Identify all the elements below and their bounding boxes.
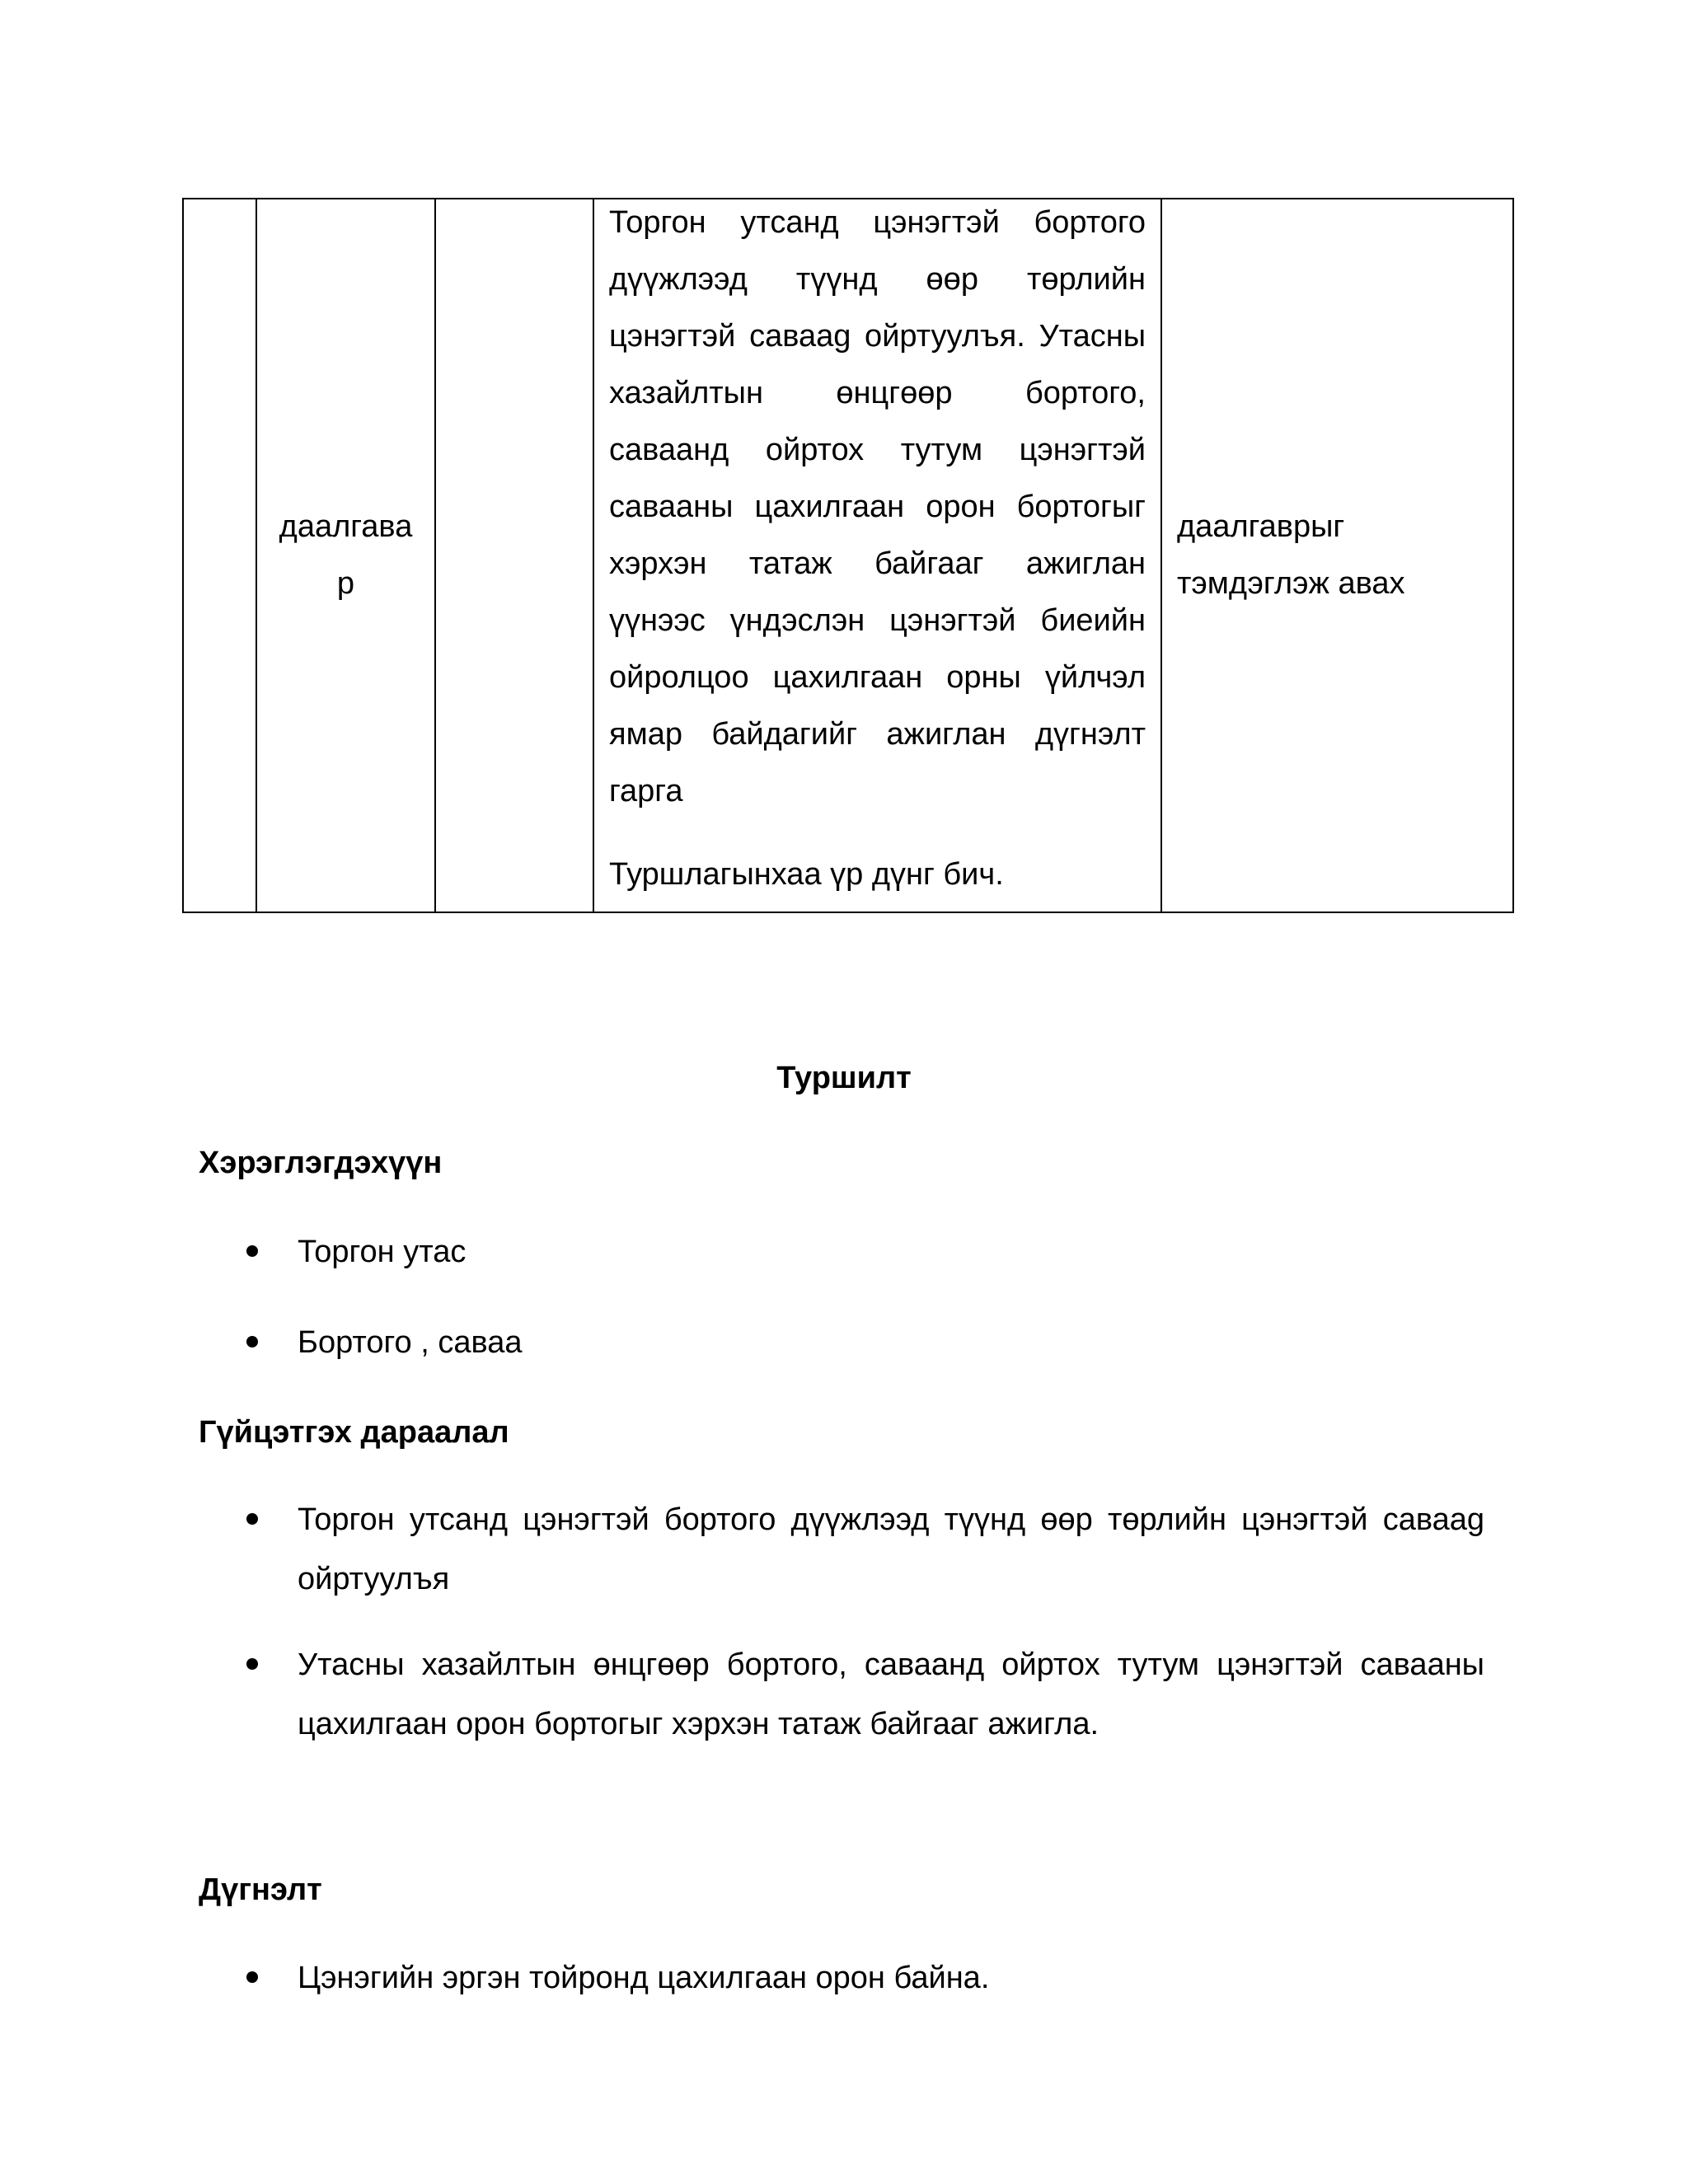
bullet-icon — [246, 1245, 258, 1257]
conclusion-list — [199, 1948, 1484, 2008]
activity-result-instruction: Туршлагынхаа үр дүнг бич. — [609, 857, 1004, 892]
table-row — [183, 199, 1513, 912]
list-item: Торгон утас — [199, 1222, 1484, 1282]
bullet-icon — [246, 1658, 258, 1670]
bullet-icon — [246, 1971, 258, 1983]
materials-list — [199, 1222, 1484, 1372]
table-cell-empty-1 — [183, 199, 256, 912]
task-label: даалгавар — [279, 509, 413, 601]
assessment-text: даалгаврыг тэмдэглэж авах — [1177, 509, 1405, 601]
bullet-icon — [246, 1336, 258, 1347]
conclusion-heading: Дүгнэлт — [199, 1872, 322, 1907]
experiment-title: Туршилт — [776, 1061, 912, 1095]
list-item: Торгон утсанд цэнэгтэй бортого дүүжлээд түүнд өөр төрлийн цэнэгтэй саваag ойртуулъя — [199, 1490, 1484, 1609]
procedure-heading: Гүйцэтгэх дараалал — [199, 1415, 509, 1450]
table-cell-task — [256, 199, 435, 912]
list-item: Цэнэгийн эргэн тойронд цахилгаан орон байна. — [199, 1948, 1484, 2008]
table-cell-empty-2 — [435, 199, 593, 912]
table-cell-activity — [593, 199, 1161, 912]
bullet-icon — [246, 1513, 258, 1525]
materials-heading: Хэрэглэгдэхүүн — [199, 1146, 443, 1180]
activity-description: Торгон утсанд цэнэгтэй бортого дүүжлээд түүнд өөр төрлийн цэнэгтэй саваag ойртуулъя. Утасны хазайлтын өнцгөөр бортого, саваанд ойртох тутум цэнэгтэй савааны цахилгаан орон бортогыг хэрхэн татаж байгааг ажиглан үүнээс үндэслэн цэнэгтэй биеийн ойролцоо цахилгаан орны үйлчэл ямар байдагийг ажиглан дүгнэлт гарга — [609, 205, 1146, 808]
list-item: Бортого , саваа — [199, 1313, 1484, 1372]
procedure-list — [199, 1490, 1484, 1754]
lesson-plan-table — [182, 198, 1514, 913]
table-cell-assessment — [1161, 199, 1513, 912]
list-item: Утасны хазайлтын өнцгөөр бортого, саваанд ойртох тутум цэнэгтэй савааны цахилгаан орон бортогыг хэрхэн татаж байгааг ажигла. — [199, 1635, 1484, 1754]
